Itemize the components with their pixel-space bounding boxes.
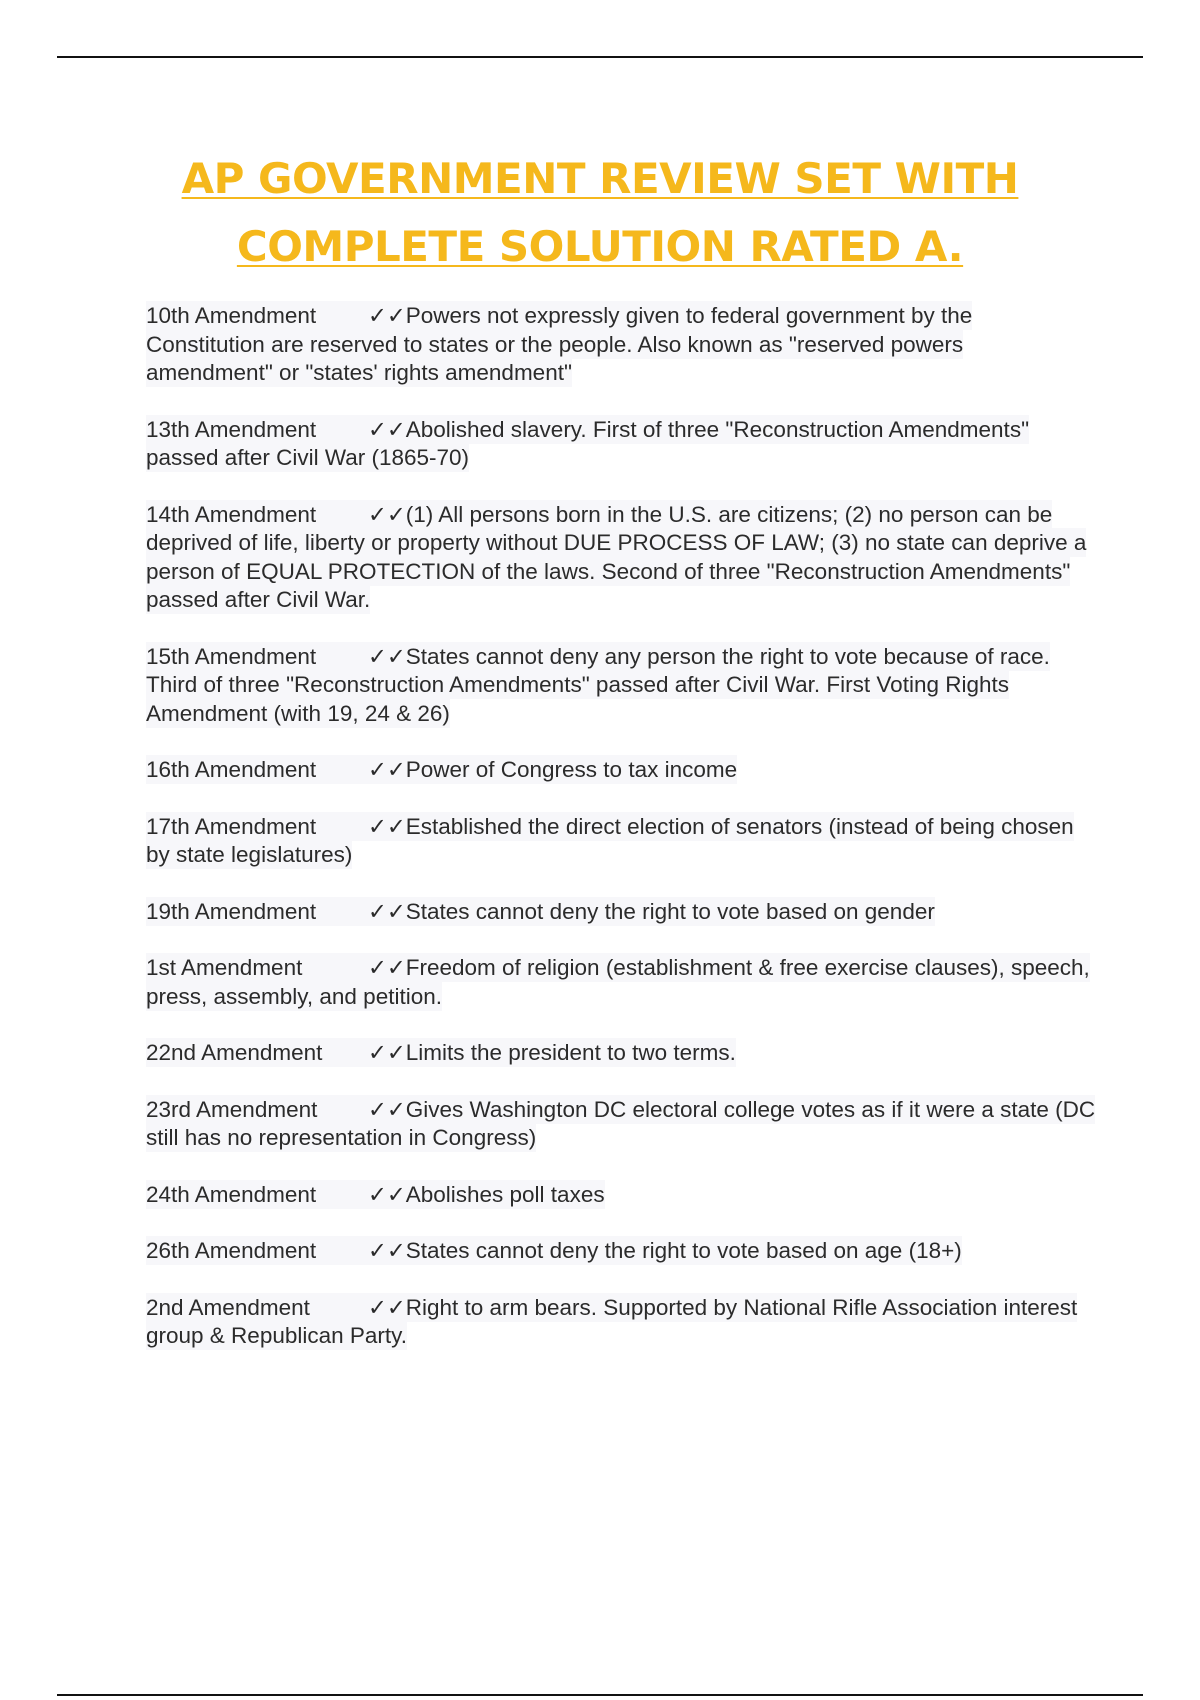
entry-term: 16th Amendment <box>146 757 317 782</box>
entry-term: 19th Amendment <box>146 898 317 924</box>
check-mark-icon: ✓✓ <box>368 955 406 980</box>
flashcard-entry <box>146 643 1096 729</box>
entry-term: 10th Amendment <box>146 303 317 328</box>
entry-definition: Powers not expressly given to federal government by the Constitution are reserved to states or the people. Also known as "reserved powers amendment" or "states' rights amendment" <box>146 303 973 385</box>
entry-term: 26th Amendment <box>146 1238 317 1263</box>
entry-definition: States cannot deny the right to vote based on gender <box>405 898 935 924</box>
flashcard-entry <box>146 501 1096 615</box>
flashcard-entry <box>146 756 1096 785</box>
bottom-divider <box>57 1694 1143 1696</box>
flashcard-entry <box>146 813 1096 870</box>
check-mark-icon: ✓✓ <box>368 813 406 839</box>
title-line-1: AP GOVERNMENT REVIEW SET WITH <box>181 154 1019 203</box>
check-mark-icon: ✓✓ <box>368 643 406 669</box>
check-mark-icon: ✓✓ <box>368 1238 406 1263</box>
entry-term: 14th Amendment <box>146 501 317 527</box>
flashcard-list <box>146 302 1096 1379</box>
entry-definition: Gives Washington DC electoral college votes as if it were a state (DC still has no representation in Congress) <box>146 1096 1096 1150</box>
check-mark-icon: ✓✓ <box>368 416 406 442</box>
document-title <box>100 145 1100 281</box>
top-divider <box>57 56 1143 58</box>
entry-definition: Right to arm bears. Supported by National Rifle Association interest group & Republican Party. <box>146 1294 1078 1348</box>
check-mark-icon: ✓✓ <box>368 898 406 924</box>
entry-term: 1st Amendment <box>146 955 303 980</box>
check-mark-icon: ✓✓ <box>368 1040 406 1065</box>
flashcard-entry <box>146 416 1096 473</box>
entry-term: 15th Amendment <box>146 643 317 669</box>
flashcard-entry <box>146 1237 1096 1266</box>
entry-term: 24th Amendment <box>146 1181 317 1207</box>
flashcard-entry <box>146 1039 1096 1068</box>
entry-term: 22nd Amendment <box>146 1040 323 1065</box>
flashcard-entry <box>146 954 1096 1011</box>
entry-definition: Abolished slavery. First of three "Reconstruction Amendments" passed after Civil War (1865-70) <box>146 416 1030 470</box>
flashcard-entry <box>146 1181 1096 1210</box>
entry-definition: States cannot deny any person the right to vote because of race. Third of three "Reconstruction Amendments" passed after Civil War. First Voting Rights Amendment (with 19, 24 & 26) <box>146 643 1050 726</box>
check-mark-icon: ✓✓ <box>368 303 406 328</box>
flashcard-entry <box>146 1096 1096 1153</box>
entry-definition: Freedom of religion (establishment & free exercise clauses), speech, press, assembly, and petition. <box>146 955 1090 1009</box>
entry-definition: (1) All persons born in the U.S. are citizens; (2) no person can be deprived of life, liberty or property without DUE PROCESS OF LAW; (3) no state can deprive a person of EQUAL PROTECTION of the laws. Second of three "Reconstruction Amendments" passed after Civil War. <box>146 501 1087 612</box>
entry-term: 13th Amendment <box>146 416 317 442</box>
flashcard-entry <box>146 302 1096 388</box>
entry-term: 23rd Amendment <box>146 1096 318 1122</box>
flashcard-entry <box>146 898 1096 927</box>
entry-definition: Limits the president to two terms. <box>405 1040 736 1065</box>
entry-definition: Abolishes poll taxes <box>405 1181 605 1207</box>
title-line-2: COMPLETE SOLUTION RATED A. <box>236 222 964 271</box>
check-mark-icon: ✓✓ <box>368 1181 406 1207</box>
entry-term: 17th Amendment <box>146 813 317 839</box>
check-mark-icon: ✓✓ <box>368 757 406 782</box>
check-mark-icon: ✓✓ <box>368 501 406 527</box>
entry-term: 2nd Amendment <box>146 1294 310 1320</box>
flashcard-entry <box>146 1294 1096 1351</box>
entry-definition: States cannot deny the right to vote based on age (18+) <box>405 1238 962 1263</box>
entry-definition: Power of Congress to tax income <box>405 757 738 782</box>
entry-definition: Established the direct election of senators (instead of being chosen by state legislatures) <box>146 813 1074 867</box>
check-mark-icon: ✓✓ <box>368 1096 406 1122</box>
check-mark-icon: ✓✓ <box>368 1294 406 1320</box>
